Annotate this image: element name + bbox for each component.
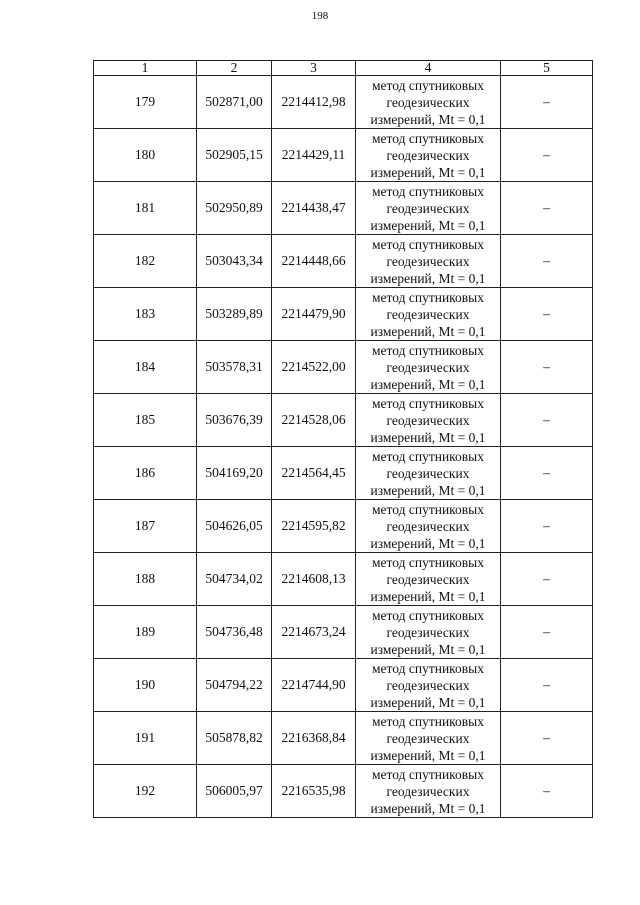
method-line: измерений, Mt = 0,1 (370, 111, 486, 127)
column-header-4: 4 (356, 61, 501, 76)
method-line: измерений, Mt = 0,1 (370, 535, 486, 551)
method-line: метод спутниковых (372, 130, 484, 146)
method-line: геодезических (386, 306, 470, 322)
note-cell: – (501, 341, 593, 394)
y-coordinate-cell: 2214564,45 (272, 447, 356, 500)
method-cell (356, 553, 501, 606)
y-coordinate-cell: 2214744,90 (272, 659, 356, 712)
method-line: метод спутниковых (372, 183, 484, 199)
table-row (94, 712, 593, 765)
x-coordinate-cell: 503289,89 (197, 288, 272, 341)
table-row (94, 447, 593, 500)
method-line: метод спутниковых (372, 289, 484, 305)
table-row (94, 394, 593, 447)
point-number-cell: 183 (94, 288, 197, 341)
method-line: измерений, Mt = 0,1 (370, 694, 486, 710)
note-cell: – (501, 712, 593, 765)
column-header-3: 3 (272, 61, 356, 76)
method-cell (356, 182, 501, 235)
y-coordinate-cell: 2214673,24 (272, 606, 356, 659)
point-number-cell: 192 (94, 765, 197, 818)
method-cell (356, 500, 501, 553)
table-row (94, 765, 593, 818)
method-line: геодезических (386, 624, 470, 640)
note-cell: – (501, 76, 593, 129)
y-coordinate-cell: 2214479,90 (272, 288, 356, 341)
method-cell (356, 76, 501, 129)
y-coordinate-cell: 2216368,84 (272, 712, 356, 765)
point-number-cell: 190 (94, 659, 197, 712)
method-line: измерений, Mt = 0,1 (370, 588, 486, 604)
table-row (94, 659, 593, 712)
x-coordinate-cell: 502905,15 (197, 129, 272, 182)
x-coordinate-cell: 502871,00 (197, 76, 272, 129)
method-line: метод спутниковых (372, 660, 484, 676)
method-line: метод спутниковых (372, 342, 484, 358)
method-line: геодезических (386, 359, 470, 375)
note-cell: – (501, 659, 593, 712)
note-cell: – (501, 288, 593, 341)
column-header-1: 1 (94, 61, 197, 76)
method-line: геодезических (386, 783, 470, 799)
point-number-cell: 191 (94, 712, 197, 765)
method-cell (356, 712, 501, 765)
method-line: измерений, Mt = 0,1 (370, 482, 486, 498)
method-line: геодезических (386, 571, 470, 587)
point-number-cell: 185 (94, 394, 197, 447)
y-coordinate-cell: 2214438,47 (272, 182, 356, 235)
x-coordinate-cell: 502950,89 (197, 182, 272, 235)
x-coordinate-cell: 504169,20 (197, 447, 272, 500)
method-line: метод спутниковых (372, 448, 484, 464)
note-cell: – (501, 235, 593, 288)
method-line: геодезических (386, 147, 470, 163)
y-coordinate-cell: 2214528,06 (272, 394, 356, 447)
x-coordinate-cell: 503043,34 (197, 235, 272, 288)
method-cell (356, 447, 501, 500)
coordinates-table (93, 60, 593, 818)
table-row (94, 606, 593, 659)
point-number-cell: 182 (94, 235, 197, 288)
method-line: измерений, Mt = 0,1 (370, 217, 486, 233)
method-cell (356, 659, 501, 712)
note-cell: – (501, 606, 593, 659)
point-number-cell: 189 (94, 606, 197, 659)
method-line: измерений, Mt = 0,1 (370, 323, 486, 339)
note-cell: – (501, 765, 593, 818)
point-number-cell: 188 (94, 553, 197, 606)
table-header-row (94, 61, 593, 76)
y-coordinate-cell: 2214412,98 (272, 76, 356, 129)
x-coordinate-cell: 503578,31 (197, 341, 272, 394)
method-line: геодезических (386, 465, 470, 481)
y-coordinate-cell: 2214608,13 (272, 553, 356, 606)
method-cell (356, 394, 501, 447)
method-line: геодезических (386, 253, 470, 269)
method-line: метод спутниковых (372, 236, 484, 252)
method-line: метод спутниковых (372, 554, 484, 570)
method-line: метод спутниковых (372, 501, 484, 517)
table-body (94, 76, 593, 818)
table-row (94, 500, 593, 553)
y-coordinate-cell: 2214429,11 (272, 129, 356, 182)
note-cell: – (501, 500, 593, 553)
method-line: измерений, Mt = 0,1 (370, 376, 486, 392)
table-row (94, 341, 593, 394)
method-line: измерений, Mt = 0,1 (370, 270, 486, 286)
table-row (94, 235, 593, 288)
x-coordinate-cell: 505878,82 (197, 712, 272, 765)
x-coordinate-cell: 503676,39 (197, 394, 272, 447)
table-row (94, 182, 593, 235)
method-line: геодезических (386, 730, 470, 746)
x-coordinate-cell: 504734,02 (197, 553, 272, 606)
note-cell: – (501, 447, 593, 500)
point-number-cell: 184 (94, 341, 197, 394)
point-number-cell: 181 (94, 182, 197, 235)
table-row (94, 553, 593, 606)
table-row (94, 288, 593, 341)
method-line: геодезических (386, 677, 470, 693)
y-coordinate-cell: 2214595,82 (272, 500, 356, 553)
column-header-5: 5 (501, 61, 593, 76)
point-number-cell: 186 (94, 447, 197, 500)
method-line: геодезических (386, 200, 470, 216)
method-line: метод спутниковых (372, 607, 484, 623)
method-line: геодезических (386, 518, 470, 534)
method-line: измерений, Mt = 0,1 (370, 641, 486, 657)
note-cell: – (501, 129, 593, 182)
method-line: геодезических (386, 412, 470, 428)
point-number-cell: 179 (94, 76, 197, 129)
x-coordinate-cell: 504736,48 (197, 606, 272, 659)
method-line: измерений, Mt = 0,1 (370, 800, 486, 816)
note-cell: – (501, 182, 593, 235)
table-row (94, 129, 593, 182)
y-coordinate-cell: 2214448,66 (272, 235, 356, 288)
y-coordinate-cell: 2216535,98 (272, 765, 356, 818)
method-cell (356, 606, 501, 659)
method-line: метод спутниковых (372, 713, 484, 729)
note-cell: – (501, 394, 593, 447)
method-cell (356, 235, 501, 288)
method-cell (356, 765, 501, 818)
y-coordinate-cell: 2214522,00 (272, 341, 356, 394)
x-coordinate-cell: 506005,97 (197, 765, 272, 818)
method-cell (356, 129, 501, 182)
method-line: метод спутниковых (372, 77, 484, 93)
table-row (94, 76, 593, 129)
method-line: метод спутниковых (372, 766, 484, 782)
method-line: измерений, Mt = 0,1 (370, 429, 486, 445)
method-cell (356, 288, 501, 341)
point-number-cell: 180 (94, 129, 197, 182)
method-line: измерений, Mt = 0,1 (370, 164, 486, 180)
x-coordinate-cell: 504626,05 (197, 500, 272, 553)
method-cell (356, 341, 501, 394)
method-line: измерений, Mt = 0,1 (370, 747, 486, 763)
note-cell: – (501, 553, 593, 606)
method-line: метод спутниковых (372, 395, 484, 411)
x-coordinate-cell: 504794,22 (197, 659, 272, 712)
page-number: 198 (311, 10, 329, 22)
point-number-cell: 187 (94, 500, 197, 553)
column-header-2: 2 (197, 61, 272, 76)
method-line: геодезических (386, 94, 470, 110)
